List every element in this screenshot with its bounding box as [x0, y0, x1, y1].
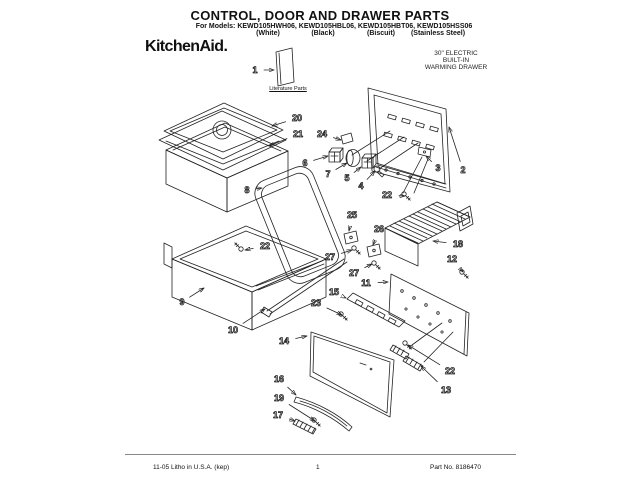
appliance-line-3: WARMING DRAWER: [424, 63, 488, 71]
callout-leader: [256, 188, 262, 189]
rocker-switch-left: [329, 148, 343, 162]
front-frame: [251, 162, 350, 287]
trim-rail: [390, 345, 423, 371]
callout-14: 14: [278, 336, 290, 346]
callout-leader: [269, 139, 287, 146]
callout-leader: [354, 167, 361, 172]
callout-27: 27: [324, 252, 336, 262]
callout-leader: [289, 419, 295, 421]
callout-8: 8: [244, 185, 250, 195]
callout-leader: [288, 387, 296, 395]
pan-inner-lid: [159, 111, 286, 170]
footer-page-number: 1: [316, 464, 320, 471]
callout-leader: [245, 248, 253, 250]
callout-leader: [314, 156, 328, 160]
callout-leader: [272, 122, 286, 126]
callout-11: 11: [361, 278, 371, 288]
callout-10: 10: [227, 325, 239, 335]
callout-leader: [190, 288, 204, 297]
callout-22: 22: [444, 366, 456, 376]
wire-rack: [385, 202, 473, 266]
door-handle: [294, 397, 352, 431]
latch-bracket-right: [367, 244, 381, 257]
callout-16: 16: [273, 374, 285, 384]
callout-leader: [449, 127, 460, 161]
callout-leader: [378, 282, 388, 283]
callout-2: 2: [460, 165, 466, 175]
page-title: CONTROL, DOOR AND DRAWER PARTS: [190, 8, 450, 23]
control-panel: [368, 88, 450, 193]
appliance-line-1: 30" ELECTRIC: [434, 50, 478, 57]
control-knob: [346, 150, 360, 167]
callout-leader: [365, 264, 372, 268]
callout-3: 3: [435, 163, 441, 173]
callout-13: 13: [440, 385, 452, 395]
literature-pack: [276, 48, 294, 86]
callout-leader: [345, 297, 346, 298]
callout-leader: [421, 366, 437, 382]
brand-logo: KitchenAid.: [145, 38, 228, 55]
callout-leader: [341, 250, 352, 253]
callout-leader: [333, 138, 341, 140]
models-line: For Models: KEWD105HWH06, KEWD105HBL06, KEWD105HBT06, KEWD105HSS06: [195, 23, 473, 30]
callout-20: 20: [291, 113, 303, 123]
appliance-line-2: BUILT-IN: [442, 56, 470, 64]
drawer-box: [164, 226, 326, 330]
callout-24: 24: [316, 129, 328, 139]
screw: [352, 246, 360, 254]
clip: [341, 133, 353, 144]
callout-7: 7: [325, 169, 331, 179]
callout-leader: [349, 227, 350, 231]
footer-divider: [125, 454, 516, 455]
color-label-black: (Black): [311, 30, 335, 37]
callout-leader: [367, 171, 375, 179]
callout-22: 22: [259, 241, 271, 251]
callout-18: 18: [452, 239, 464, 249]
callout-17: 17: [272, 410, 284, 420]
callout-leader: [433, 241, 446, 243]
color-label-biscuit: (Biscuit): [367, 30, 395, 37]
callout-leader: [289, 405, 315, 422]
callout-leader: [296, 336, 307, 339]
color-label-stainless: (Stainless Steel): [410, 30, 466, 37]
screw: [372, 261, 380, 269]
vent-strip: [347, 293, 405, 327]
screw: [403, 341, 411, 349]
footer-part-number: Part No. 8186470: [430, 464, 481, 471]
callout-5: 5: [344, 173, 350, 183]
callout-4: 4: [358, 181, 364, 191]
screw: [460, 270, 468, 278]
callout-15: 15: [328, 287, 340, 297]
callout-leader: [243, 309, 265, 323]
color-label-white: (White): [256, 30, 280, 37]
callout-21: 21: [292, 129, 304, 139]
callout-19: 19: [273, 393, 285, 403]
literature-parts-caption: Literature Parts: [269, 86, 307, 92]
callout-leader: [336, 163, 347, 170]
callout-26: 26: [373, 224, 385, 234]
screw: [235, 243, 243, 251]
callout-22: 22: [381, 190, 393, 200]
callout-1: 1: [252, 65, 258, 75]
rear-panel: [389, 274, 469, 362]
latch-bracket-left: [344, 231, 358, 244]
door-panel: [310, 332, 394, 417]
screw: [312, 418, 320, 426]
callout-9: 9: [179, 297, 185, 307]
callout-6: 6: [302, 158, 308, 168]
footer-litho-note: 11-05 Litho in U.S.A. (kep): [153, 464, 230, 471]
callout-12: 12: [446, 254, 458, 264]
callout-23: 23: [310, 298, 322, 308]
callout-25: 25: [346, 210, 358, 220]
callout-leader: [373, 240, 375, 245]
screw: [339, 312, 347, 320]
callout-27: 27: [348, 268, 360, 278]
callout-leader: [327, 308, 342, 315]
